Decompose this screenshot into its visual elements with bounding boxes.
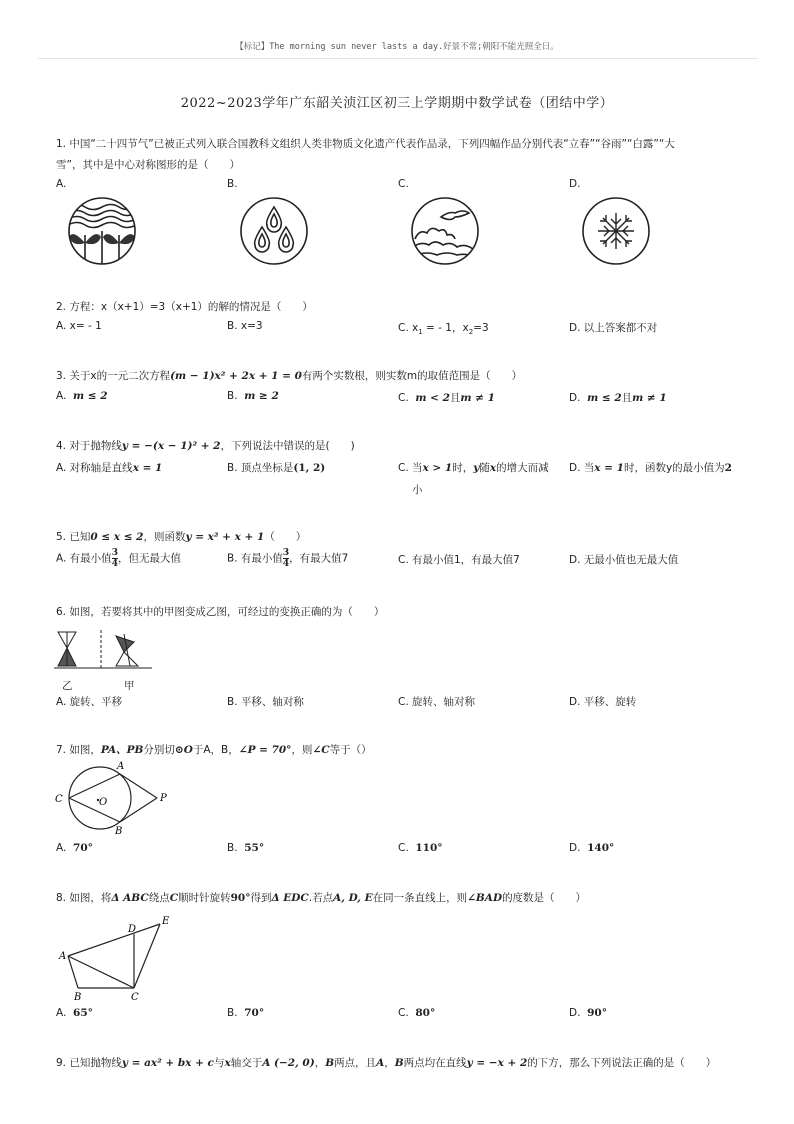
q7-label-c: C <box>55 794 63 805</box>
q6-option-c: C. 旋转、轴对称 <box>398 696 476 708</box>
q7-label-b: B <box>115 826 123 837</box>
q7-option-c: C. 110° <box>398 842 443 854</box>
q3-stem: 3. 关于x的一元二次方程(m − 1)x² + 2x + 1 = 0有两个实数根，则实数m的取值范围是（ ） <box>56 370 523 382</box>
page-title: 2022~2023学年广东韶关浈江区初三上学期期中数学试卷（团结中学） <box>180 96 614 111</box>
q8-figure <box>56 914 186 1002</box>
q3-option-d: D. m ≤ 2且m ≠ 1 <box>569 392 667 404</box>
header-note: 【标记】The morning sun never lasts a day.好景不常;朝阳不能光照全日。 <box>235 42 559 52</box>
q7-label-o: O <box>99 797 108 808</box>
q6-option-d: D. 平移、旋转 <box>569 696 637 708</box>
q9-stem: 9. 已知抛物线y = ax² + bx + c与x轴交于A (−2, 0)，B两点，且A，B两点均在直线y = −x + 2的下方，那么下列说法正确的是（ ） <box>56 1057 717 1069</box>
q8-option-c: C. 80° <box>398 1007 436 1019</box>
q5-b-fraction: $\frac{3}{4}$ <box>282 548 290 569</box>
q7-figure <box>52 760 182 838</box>
q1-stem-line2: 雪”，其中是中心对称图形的是（ ） <box>56 159 240 171</box>
q3-option-b: B. m ≥ 2 <box>227 390 279 402</box>
q8-option-d: D. 90° <box>569 1007 607 1019</box>
q1-option-d: D. <box>569 178 581 190</box>
q7-option-b: B. 55° <box>227 842 265 854</box>
q6-stem: 6. 如图，若要将其中的甲图变成乙图，可经过的变换正确的为（ ） <box>56 606 385 618</box>
q4-option-c-line2: 小 <box>412 484 423 496</box>
q1-option-a: A. <box>56 178 67 190</box>
header-divider <box>38 58 758 59</box>
q1-stem-line1: 1. 中国“二十四节气”已被正式列入联合国教科文组织人类非物质文化遗产代表作品录，下列四幅作品分别代表“立春”“谷雨”“白露”“大 <box>56 138 675 150</box>
q2-option-c: C. $x_1$ = - 1，$x_2=3$ <box>398 322 489 337</box>
q8-stem: 8. 如图，将Δ ABC绕点C顺时针旋转90°得到Δ EDC.若点A, D, E在同一条直线上，则∠BAD的度数是（ ） <box>56 892 587 904</box>
q5-option-b: B. 有最小值 $\frac{3}{4}$ ，有最大值7 <box>227 548 349 569</box>
q5-stem: 5. 已知0 ≤ x ≤ 2，则函数y = x² + x + 1（ ） <box>56 531 307 543</box>
q8-label-d: D <box>128 924 137 935</box>
q3-option-c: C. m < 2且m ≠ 1 <box>398 392 495 404</box>
q4-stem: 4. 对于抛物线y = −(x − 1)² + 2，下列说法中错误的是( ) <box>56 440 355 452</box>
q8-label-a: A <box>59 951 67 962</box>
q2-option-b: B. x=3 <box>227 320 263 332</box>
q6-option-b: B. 平移、轴对称 <box>227 696 304 708</box>
q8-label-c: C <box>131 992 139 1003</box>
q1-figure-a-lichun <box>68 195 136 269</box>
q6-figure <box>54 628 154 674</box>
q8-option-a: A. 65° <box>56 1007 93 1019</box>
q3-option-a: A. m ≤ 2 <box>56 390 108 402</box>
q7-option-a: A. 70° <box>56 842 93 854</box>
q2-option-d: D. 以上答案都不对 <box>569 322 658 334</box>
q1-option-c: C. <box>398 178 409 190</box>
q7-option-d: D. 140° <box>569 842 615 854</box>
q5-option-d: D. 无最小值也无最大值 <box>569 554 679 566</box>
q6-label-jia: 甲 <box>124 680 135 692</box>
q6-option-a: A. 旋转、平移 <box>56 696 123 708</box>
q5-a-fraction: $\frac{3}{4}$ <box>111 548 118 569</box>
q7-label-p: P <box>160 793 167 804</box>
q7-label-a: A <box>117 761 125 772</box>
q1-figure-b-guyu <box>240 195 308 269</box>
q1-option-b: B. <box>227 178 238 190</box>
q1-figure-c-bailu <box>411 195 479 269</box>
q1-figure-d-daxue <box>582 195 650 269</box>
q4-option-c: C. 当x > 1时，y随x的增大而减 <box>398 462 549 474</box>
q4-option-a: A. 对称轴是直线x = 1 <box>56 462 163 474</box>
q4-option-d: D. 当x = 1时，函数y的最小值为2 <box>569 462 732 474</box>
q8-label-b: B <box>74 992 82 1003</box>
q8-label-e: E <box>162 916 170 927</box>
q5-option-a: A. 有最小值 $\frac{3}{4}$ ，但无最大值 <box>56 548 181 569</box>
q4-option-b: B. 顶点坐标是(1, 2) <box>227 462 326 474</box>
q2-option-a: A. x= - 1 <box>56 320 102 332</box>
q5-option-c: C. 有最小值1，有最大值7 <box>398 554 520 566</box>
q2-stem: 2. 方程：x（x+1）=3（x+1）的解的情况是（ ） <box>56 301 313 313</box>
q8-option-b: B. 70° <box>227 1007 265 1019</box>
q7-stem: 7. 如图，PA、PB分别切⊙O于A，B，∠P = 70°，则∠C等于（） <box>56 744 372 756</box>
q6-label-yi: 乙 <box>62 680 73 692</box>
